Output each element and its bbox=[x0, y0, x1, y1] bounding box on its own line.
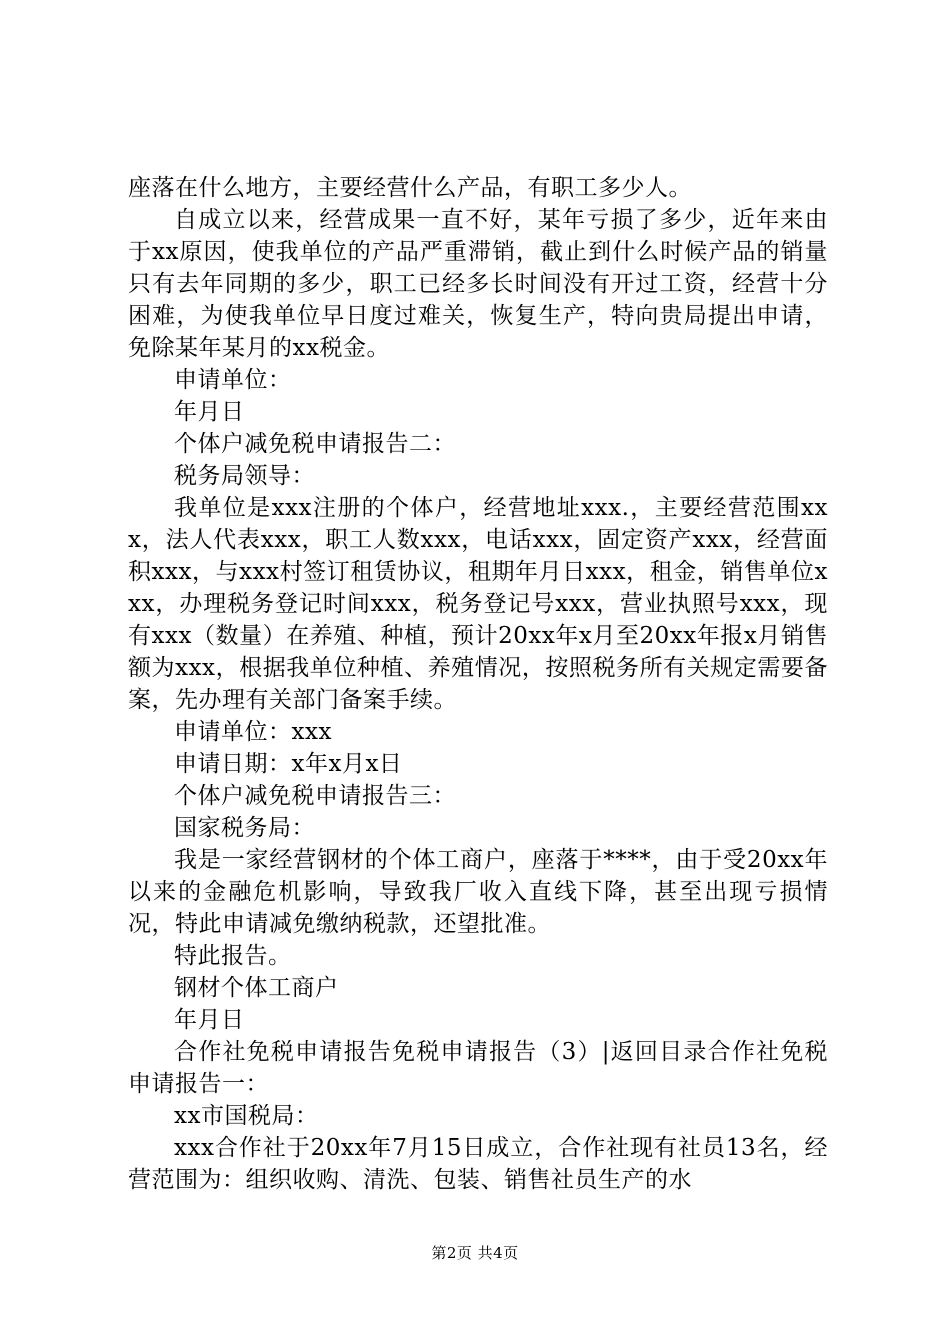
signature: 钢材个体工商户 bbox=[174, 975, 339, 1001]
salutation: xx市国税局： bbox=[174, 1103, 319, 1129]
date-line: 年月日 bbox=[174, 1007, 245, 1033]
document-body bbox=[128, 172, 828, 1196]
paragraph: 自成立以来，经营成果一直不好，某年亏损了多少，近年来由于xx原因，使我单位的产品严重滞销，截止到什么时候产品的销量只有去年同期的多少，职工已经多长时间没有开过工资，经营十分困难，为使我单位早日度过难关，恢复生产，特向贵局提出申请，免除某年某月的xx税金。 bbox=[128, 207, 828, 361]
section-heading: 合作社免税申请报告免税申请报告（3）|返回目录合作社免税申请报告一： bbox=[128, 1039, 828, 1097]
paragraph: 申请单位： bbox=[174, 367, 292, 393]
paragraph: 我是一家经营钢材的个体工商户，座落于****，由于受20xx年以来的金融危机影响，导致我厂收入直线下降，甚至出现亏损情况，特此申请减免缴纳税款，还望批准。 bbox=[128, 847, 828, 937]
paragraph: 年月日 bbox=[174, 399, 245, 425]
paragraph: 我单位是xxx注册的个体户，经营地址xxx.，主要经营范围xxx，法人代表xxx，职工人数xxx，电话xxx，固定资产xxx，经营面积xxx，与xxx村签订租赁协议，租期年月日xxx，租金，销售单位xxx，办理税务登记时间xxx，税务登记号xxx，营业执照号xxx，现有xxx（数量）在养殖、种植，预计20xx年x月至20xx年报x月销售额为xxx，根据我单位种植、养殖情况，按照税务所有关规定需要备案，先办理有关部门备案手续。 bbox=[128, 495, 828, 713]
page-footer: 第2页 共4页 bbox=[431, 1244, 519, 1262]
salutation: 税务局领导： bbox=[174, 463, 315, 489]
section-heading: 个体户减免税申请报告二： bbox=[174, 431, 456, 457]
paragraph: 申请单位：xxx bbox=[174, 719, 332, 745]
section-heading: 个体户减免税申请报告三： bbox=[174, 783, 456, 809]
salutation: 国家税务局： bbox=[174, 815, 315, 841]
paragraph: 特此报告。 bbox=[174, 943, 292, 969]
paragraph: xxx合作社于20xx年7月15日成立，合作社现有社员13名，经营范围为：组织收购、清洗、包装、销售社员生产的水 bbox=[128, 1135, 828, 1193]
paragraph: 座落在什么地方，主要经营什么产品，有职工多少人。 bbox=[128, 175, 692, 201]
paragraph: 申请日期：x年x月x日 bbox=[174, 751, 403, 777]
